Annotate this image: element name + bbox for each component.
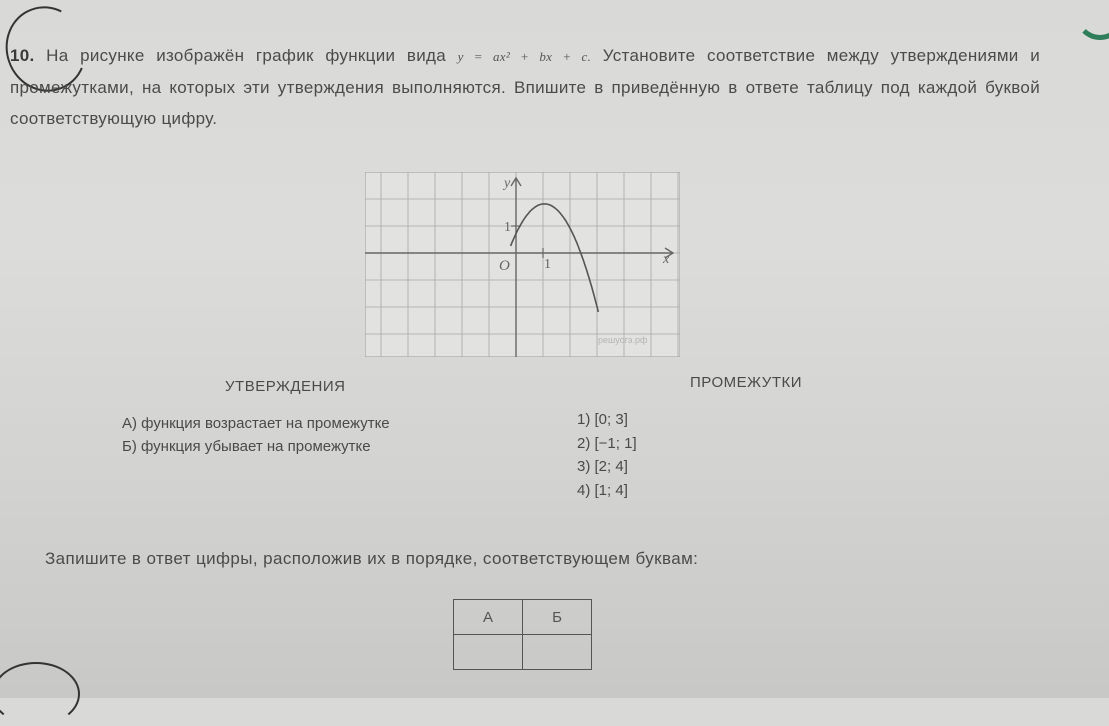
answer-cell-b[interactable] (523, 635, 592, 670)
answer-instruction: Запишите в ответ цифры, расположив их в порядке, соответствующем буквам: (45, 549, 699, 568)
parabola-graph (365, 172, 680, 357)
task-number: 10. (10, 46, 35, 65)
statement-b: Б) функция убывает на промежутке (122, 438, 371, 455)
answer-cell-a[interactable] (454, 635, 523, 670)
interval-3: 3) [2; 4] (577, 458, 628, 475)
watermark: решуогэ.рф (598, 335, 648, 345)
graph-border (365, 172, 680, 357)
y-tick-label: 1 (504, 220, 511, 235)
green-pen-mark (1075, 0, 1109, 40)
statements-heading: УТВЕРЖДЕНИЯ (225, 378, 346, 395)
statements-list (122, 412, 390, 458)
x-axis-label: x (663, 252, 670, 267)
origin-label: O (499, 258, 510, 274)
answer-table (453, 599, 592, 670)
task-text-after: Установите соответствие между утверждениями и промежутками, на которых эти утверждения выполняются. Впишите в приведённую в ответе таблицу под каждой буквой соответствующую цифру. (10, 46, 1040, 128)
intervals-list (577, 408, 637, 502)
x-tick-label: 1 (544, 257, 551, 272)
task-formula: y = ax² + bx + c. (457, 49, 592, 64)
handwritten-arc-mark (0, 662, 80, 726)
interval-2: 2) [−1; 1] (577, 434, 637, 452)
task-text-before: На рисунке изображён график функции вида (46, 46, 446, 65)
answer-header-b: Б (523, 600, 592, 635)
intervals-heading: ПРОМЕЖУТКИ (690, 374, 803, 391)
interval-1: 1) [0; 3] (577, 411, 628, 428)
task-text (10, 40, 1040, 134)
answer-header-a: А (454, 600, 523, 635)
statement-a: А) функция возрастает на промежутке (122, 415, 390, 432)
y-axis-label: y (504, 176, 511, 191)
interval-4: 4) [1; 4] (577, 481, 628, 499)
